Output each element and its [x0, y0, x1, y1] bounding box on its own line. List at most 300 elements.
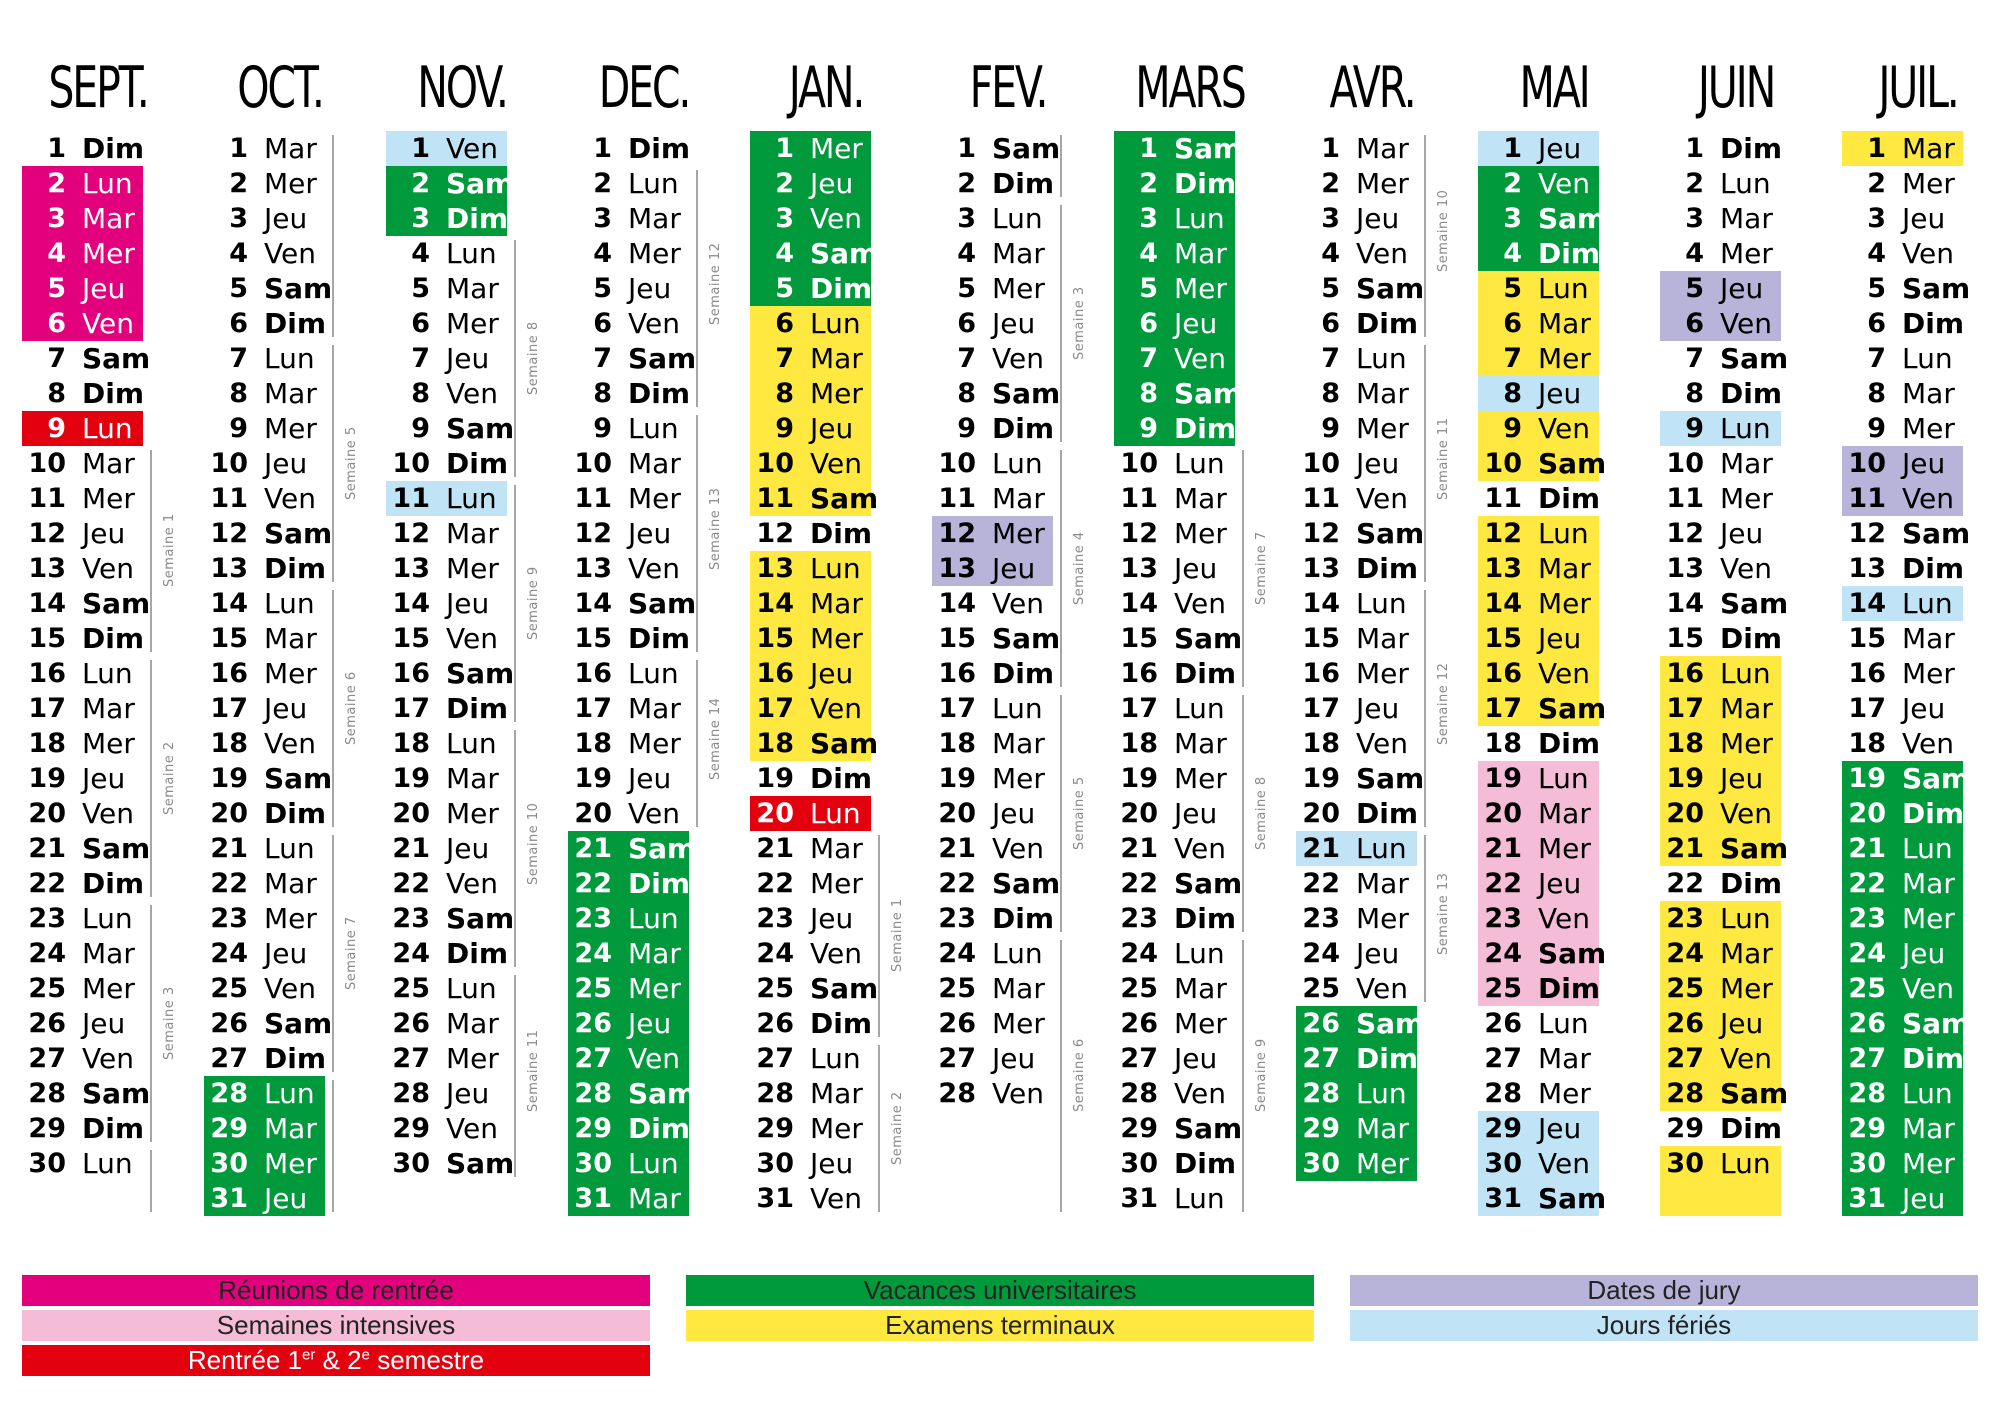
day-row: [1296, 481, 1456, 516]
day-number: 16: [1848, 658, 1886, 689]
day-number: 28: [756, 1078, 794, 1109]
day-name: Sam: [82, 832, 151, 865]
day-name: Sam: [446, 657, 515, 690]
day-number: 19: [938, 763, 976, 794]
day-name: Lun: [446, 482, 497, 515]
day-name: Mer: [264, 167, 317, 200]
day-name: Mer: [1902, 902, 1955, 935]
day-number: 10: [28, 448, 66, 479]
day-row: [1842, 1111, 2000, 1146]
day-row: [1478, 691, 1638, 726]
day-row: [1660, 726, 1820, 761]
day-number: 15: [1484, 623, 1522, 654]
day-number: 11: [392, 483, 430, 514]
day-number: 3: [1685, 203, 1704, 234]
day-number: 18: [938, 728, 976, 759]
day-name: Mer: [1174, 272, 1227, 305]
day-row: [204, 551, 364, 586]
day-row: [568, 1111, 728, 1146]
day-name: Mar: [628, 937, 681, 970]
day-number: 2: [47, 168, 66, 199]
day-name: Dim: [1356, 307, 1419, 340]
day-name: Lun: [810, 307, 861, 340]
day-name: Mar: [1902, 132, 1955, 165]
week-separator: [332, 345, 334, 582]
day-number: 9: [229, 413, 248, 444]
week-label: Semaine 6: [1072, 1038, 1087, 1112]
day-row: [386, 201, 546, 236]
day-number: 26: [210, 1008, 248, 1039]
day-row: [568, 341, 728, 376]
day-name: Jeu: [1902, 692, 1946, 725]
day-row: [1660, 971, 1820, 1006]
month-column: [728, 0, 910, 1240]
day-name: Sam: [1174, 377, 1243, 410]
day-row: [568, 761, 728, 796]
day-number: 8: [593, 378, 612, 409]
day-name: Lun: [810, 552, 861, 585]
day-row: [1842, 516, 2000, 551]
day-row: [1114, 446, 1274, 481]
day-number: 7: [775, 343, 794, 374]
day-row: [22, 376, 182, 411]
day-number: 4: [593, 238, 612, 269]
week-separator: [514, 975, 516, 1177]
day-number: 21: [1120, 833, 1158, 864]
legend-intensives-label: Semaines intensives: [216, 1310, 456, 1340]
day-row: [750, 236, 910, 271]
day-name: Mar: [810, 832, 863, 865]
day-row: [932, 306, 1092, 341]
day-number: 10: [210, 448, 248, 479]
week-label: Semaine 1: [162, 513, 177, 587]
day-number: 28: [1484, 1078, 1522, 1109]
day-name: Jeu: [446, 342, 490, 375]
day-row: [1478, 1006, 1638, 1041]
day-number: 29: [210, 1113, 248, 1144]
day-number: 14: [938, 588, 976, 619]
day-number: 5: [229, 273, 248, 304]
day-number: 14: [1848, 588, 1886, 619]
day-name: Jeu: [264, 692, 308, 725]
day-row: [1478, 306, 1638, 341]
day-name: Dim: [82, 1112, 145, 1145]
day-name: Mar: [1356, 132, 1409, 165]
day-number: 6: [1685, 308, 1704, 339]
day-name: Mar: [82, 202, 135, 235]
day-row: [22, 481, 182, 516]
day-name: Sam: [1356, 762, 1425, 795]
day-number: 29: [28, 1113, 66, 1144]
day-name: Mar: [446, 272, 499, 305]
day-number: 13: [1666, 553, 1704, 584]
day-name: Ven: [264, 237, 316, 270]
day-row: [750, 271, 910, 306]
day-row: [750, 1076, 910, 1111]
day-row: [1842, 866, 2000, 901]
day-row: [568, 1146, 728, 1181]
day-name: Dim: [446, 692, 509, 725]
day-name: Jeu: [1538, 1112, 1582, 1145]
day-row: [204, 691, 364, 726]
day-name: Jeu: [1902, 937, 1946, 970]
day-number: 20: [574, 798, 612, 829]
day-number: 24: [1484, 938, 1522, 969]
day-row: [1478, 866, 1638, 901]
day-row: [1296, 621, 1456, 656]
day-number: 8: [1503, 378, 1522, 409]
day-name: Mer: [628, 482, 681, 515]
day-name: Ven: [992, 1077, 1044, 1110]
day-name: Dim: [1902, 307, 1965, 340]
week-label: Semaine 2: [890, 1090, 905, 1165]
day-name: Mar: [1174, 237, 1227, 270]
day-number: 28: [938, 1078, 976, 1109]
day-number: 13: [1120, 553, 1158, 584]
day-row: [1478, 656, 1638, 691]
week-separator: [514, 240, 516, 477]
legend-feries-label: Jours fériés: [1596, 1310, 1732, 1340]
day-number: 20: [392, 798, 430, 829]
day-row: [568, 376, 728, 411]
day-row: [1842, 271, 2000, 306]
day-name: Ven: [446, 132, 498, 165]
day-number: 7: [593, 343, 612, 374]
day-number: 9: [47, 413, 66, 444]
day-number: 8: [957, 378, 976, 409]
day-row: [1842, 551, 2000, 586]
day-row: [1114, 1006, 1274, 1041]
day-name: Mer: [1902, 657, 1955, 690]
week-separator: [150, 905, 152, 1142]
day-name: Ven: [1174, 587, 1226, 620]
day-number: 7: [229, 343, 248, 374]
day-name: Ven: [810, 447, 862, 480]
month-column: [1274, 0, 1456, 1240]
day-row: [1842, 761, 2000, 796]
day-row: [932, 866, 1092, 901]
day-number: 11: [1302, 483, 1340, 514]
day-row: [1296, 131, 1456, 166]
day-name: Jeu: [628, 272, 672, 305]
day-name: Dim: [1720, 867, 1783, 900]
day-row: [386, 341, 546, 376]
day-row: [22, 1041, 182, 1076]
day-row: [22, 306, 182, 341]
day-name: Lun: [1538, 517, 1589, 550]
day-row: [1478, 831, 1638, 866]
day-name: Sam: [1538, 692, 1607, 725]
day-name: Sam: [82, 342, 151, 375]
day-number: 12: [1484, 518, 1522, 549]
day-name: Jeu: [1902, 202, 1946, 235]
day-number: 28: [1120, 1078, 1158, 1109]
day-row: [1296, 166, 1456, 201]
day-number: 16: [1120, 658, 1158, 689]
day-row: [1296, 411, 1456, 446]
day-row: [568, 831, 728, 866]
day-name: Mer: [1902, 167, 1955, 200]
day-row: [22, 726, 182, 761]
day-number: 10: [938, 448, 976, 479]
day-name: Sam: [628, 832, 697, 865]
day-row: [204, 411, 364, 446]
day-row: [1842, 796, 2000, 831]
day-number: 20: [210, 798, 248, 829]
day-name: Mer: [82, 972, 135, 1005]
day-row: [750, 691, 910, 726]
day-number: 11: [28, 483, 66, 514]
day-row: [750, 656, 910, 691]
day-number: 24: [1302, 938, 1340, 969]
day-row: [1114, 1041, 1274, 1076]
day-number: 7: [1867, 343, 1886, 374]
day-number: 9: [1867, 413, 1886, 444]
week-label: Semaine 3: [162, 985, 177, 1060]
legend-vacances: [686, 1275, 1314, 1306]
day-number: 23: [574, 903, 612, 934]
day-name: Lun: [446, 237, 497, 270]
day-number: 18: [28, 728, 66, 759]
day-name: Lun: [1538, 272, 1589, 305]
day-row: [932, 201, 1092, 236]
day-number: 6: [593, 308, 612, 339]
day-number: 28: [1666, 1078, 1704, 1109]
day-name: Mer: [446, 307, 499, 340]
day-name: Dim: [810, 272, 873, 305]
day-name: Sam: [992, 377, 1061, 410]
day-name: Ven: [810, 202, 862, 235]
day-row: [386, 621, 546, 656]
day-name: Mer: [810, 622, 863, 655]
day-number: 28: [392, 1078, 430, 1109]
day-name: Sam: [446, 902, 515, 935]
week-label: Semaine 10: [526, 802, 541, 885]
day-name: Sam: [264, 1007, 333, 1040]
day-name: Ven: [628, 797, 680, 830]
day-number: 4: [1685, 238, 1704, 269]
day-row: [1660, 306, 1820, 341]
day-number: 10: [1302, 448, 1340, 479]
day-name: Mer: [1174, 762, 1227, 795]
day-number: 10: [1120, 448, 1158, 479]
day-number: 27: [574, 1043, 612, 1074]
day-row: [204, 516, 364, 551]
day-name: Ven: [82, 797, 134, 830]
day-name: Jeu: [1356, 447, 1400, 480]
day-number: 3: [229, 203, 248, 234]
month-header: MAI: [1519, 55, 1589, 121]
legend-rentree-text-2: & 2: [315, 1345, 362, 1375]
day-name: Sam: [992, 622, 1061, 655]
day-name: Sam: [264, 272, 333, 305]
day-name: Ven: [1174, 832, 1226, 865]
day-name: Ven: [446, 1112, 498, 1145]
day-number: 13: [392, 553, 430, 584]
day-row: [932, 691, 1092, 726]
day-number: 28: [574, 1078, 612, 1109]
day-number: 23: [1848, 903, 1886, 934]
day-name: Jeu: [264, 1182, 308, 1215]
day-number: 19: [28, 763, 66, 794]
day-number: 25: [1848, 973, 1886, 1004]
day-name: Sam: [1720, 1077, 1789, 1110]
day-name: Mar: [264, 377, 317, 410]
week-label: Semaine 2: [162, 740, 177, 815]
day-row: [1114, 411, 1274, 446]
day-name: Jeu: [1902, 447, 1946, 480]
day-name: Jeu: [1174, 797, 1218, 830]
day-number: 8: [1139, 378, 1158, 409]
day-name: Jeu: [628, 1007, 672, 1040]
day-name: Mar: [1538, 552, 1591, 585]
day-number: 11: [1666, 483, 1704, 514]
day-name: Dim: [1356, 797, 1419, 830]
day-number: 29: [756, 1113, 794, 1144]
day-row: [386, 376, 546, 411]
week-separator: [1060, 940, 1062, 1212]
day-row: [1842, 341, 2000, 376]
day-row: [1842, 901, 2000, 936]
day-name: Ven: [1720, 307, 1772, 340]
day-name: Jeu: [1174, 307, 1218, 340]
day-row: [204, 621, 364, 656]
day-row: [1114, 1111, 1274, 1146]
month-column: [1456, 0, 1638, 1240]
month-header: SEPT.: [48, 55, 148, 121]
day-row: [568, 1041, 728, 1076]
day-name: Dim: [1174, 657, 1237, 690]
day-number: 8: [1867, 378, 1886, 409]
legend: [0, 1265, 2000, 1385]
day-number: 17: [574, 693, 612, 724]
day-number: 26: [574, 1008, 612, 1039]
day-number: 8: [1685, 378, 1704, 409]
day-name: Ven: [810, 937, 862, 970]
day-row: [386, 726, 546, 761]
day-row: [22, 516, 182, 551]
day-name: Dim: [264, 797, 327, 830]
day-row: [750, 1111, 910, 1146]
day-number: 18: [210, 728, 248, 759]
day-row: [1478, 551, 1638, 586]
day-name: Jeu: [810, 412, 854, 445]
day-number: 17: [938, 693, 976, 724]
day-number: 20: [756, 798, 794, 829]
day-name: Lun: [1902, 587, 1953, 620]
day-name: Mer: [810, 867, 863, 900]
day-row: [1478, 131, 1638, 166]
day-name: Ven: [82, 1042, 134, 1075]
day-row: [1842, 201, 2000, 236]
month-column: [0, 0, 182, 1240]
week-label: Semaine 13: [708, 487, 723, 570]
day-row: [1660, 481, 1820, 516]
day-number: 6: [1139, 308, 1158, 339]
day-row: [1114, 1181, 1274, 1216]
week-separator: [514, 730, 516, 967]
day-number: 1: [411, 133, 430, 164]
day-row: [204, 481, 364, 516]
day-name: Mar: [264, 622, 317, 655]
day-name: Mar: [82, 447, 135, 480]
day-name: Sam: [1902, 762, 1971, 795]
day-row: [750, 831, 910, 866]
day-number: 22: [1120, 868, 1158, 899]
day-name: Ven: [82, 307, 134, 340]
day-name: Ven: [1902, 237, 1954, 270]
day-row: [750, 971, 910, 1006]
day-number: 26: [392, 1008, 430, 1039]
day-number: 19: [1302, 763, 1340, 794]
day-number: 12: [392, 518, 430, 549]
day-number: 6: [1503, 308, 1522, 339]
day-row: [932, 271, 1092, 306]
day-name: Dim: [264, 552, 327, 585]
day-number: 26: [1302, 1008, 1340, 1039]
day-row: [386, 901, 546, 936]
day-row: [932, 761, 1092, 796]
day-row: [22, 761, 182, 796]
day-row: [932, 131, 1092, 166]
day-row: [568, 1181, 728, 1216]
day-row: [1478, 1111, 1638, 1146]
day-row: [1114, 376, 1274, 411]
day-number: 8: [47, 378, 66, 409]
day-row: [22, 621, 182, 656]
day-name: Mer: [992, 272, 1045, 305]
day-number: 2: [593, 168, 612, 199]
month-column: [364, 0, 546, 1240]
day-number: 22: [1302, 868, 1340, 899]
day-row: [1660, 166, 1820, 201]
day-number: 30: [756, 1148, 794, 1179]
day-name: Mer: [264, 657, 317, 690]
week-separator: [332, 135, 334, 337]
day-row: [1478, 936, 1638, 971]
day-row: [204, 446, 364, 481]
month-header: MARS: [1135, 55, 1245, 121]
day-number: 25: [392, 973, 430, 1004]
week-separator: [696, 660, 698, 827]
day-name: Jeu: [264, 202, 308, 235]
day-name: Dim: [264, 307, 327, 340]
day-number: 21: [210, 833, 248, 864]
day-row: [1478, 341, 1638, 376]
day-number: 31: [1120, 1183, 1158, 1214]
day-row: [568, 481, 728, 516]
day-row: [932, 341, 1092, 376]
day-name: Mar: [1356, 1112, 1409, 1145]
day-number: 17: [1302, 693, 1340, 724]
day-name: Dim: [446, 447, 509, 480]
day-row: [568, 971, 728, 1006]
day-row: [568, 131, 728, 166]
day-number: 10: [1848, 448, 1886, 479]
day-name: Jeu: [1720, 272, 1764, 305]
day-name: Ven: [446, 622, 498, 655]
day-name: Jeu: [1538, 867, 1582, 900]
day-name: Mar: [628, 692, 681, 725]
day-number: 2: [957, 168, 976, 199]
day-number: 16: [574, 658, 612, 689]
day-number: 5: [1685, 273, 1704, 304]
day-number: 12: [210, 518, 248, 549]
day-name: Jeu: [264, 447, 308, 480]
day-row: [1478, 376, 1638, 411]
day-row: [1478, 586, 1638, 621]
day-row: [1478, 796, 1638, 831]
